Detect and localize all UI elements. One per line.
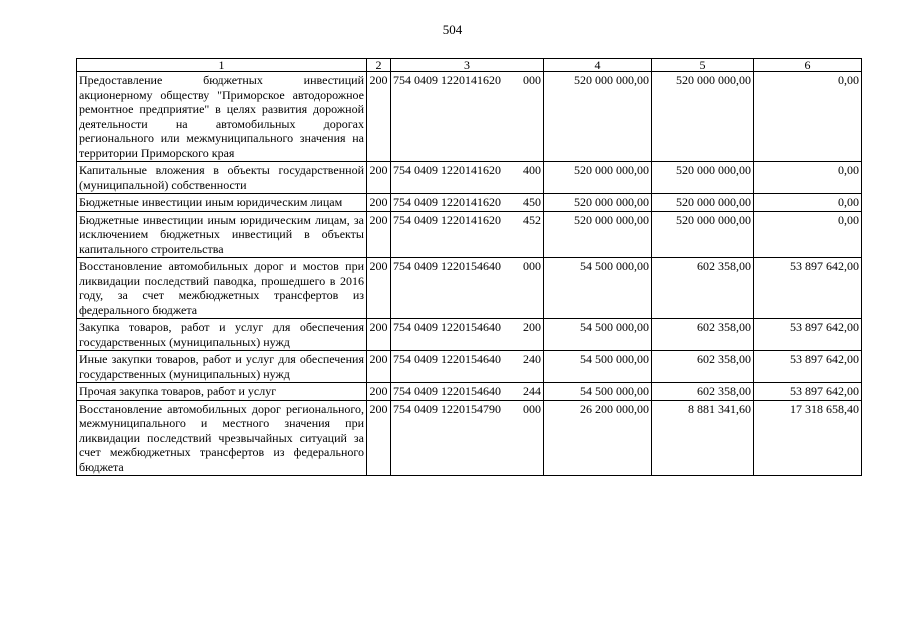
row-col5: 520 000 000,00 <box>652 162 754 194</box>
row-expense-type: 244 <box>523 384 541 398</box>
row-col4: 520 000 000,00 <box>544 162 652 194</box>
row-col4: 54 500 000,00 <box>544 319 652 351</box>
row-name: Капитальные вложения в объекты государственной (муниципальной) собственности <box>77 162 367 194</box>
row-col6: 53 897 642,00 <box>754 351 862 383</box>
row-code: 754 0409 1220154640 <box>393 384 501 398</box>
row-code-cell <box>391 162 544 194</box>
table-header-row <box>77 59 862 72</box>
table-row <box>77 211 862 258</box>
table-row <box>77 258 862 319</box>
row-expense-type: 450 <box>523 195 541 209</box>
row-col6: 0,00 <box>754 194 862 212</box>
row-col5: 602 358,00 <box>652 383 754 401</box>
row-expense-type: 400 <box>523 163 541 177</box>
row-col4: 520 000 000,00 <box>544 211 652 258</box>
row-code: 754 0409 1220141620 <box>393 163 501 177</box>
row-code-cell <box>391 383 544 401</box>
row-col2: 200 <box>367 211 391 258</box>
table-row <box>77 400 862 476</box>
row-code-cell <box>391 211 544 258</box>
table-row <box>77 351 862 383</box>
row-col6: 53 897 642,00 <box>754 319 862 351</box>
row-expense-type: 200 <box>523 320 541 334</box>
row-expense-type: 452 <box>523 212 541 227</box>
row-col2: 200 <box>367 258 391 319</box>
row-name: Бюджетные инвестиции иным юридическим лицам <box>77 194 367 212</box>
row-col5: 602 358,00 <box>652 351 754 383</box>
row-code: 754 0409 1220141620 <box>393 73 501 87</box>
row-col2: 200 <box>367 72 391 162</box>
row-col5: 602 358,00 <box>652 319 754 351</box>
row-name: Предоставление бюджетных инвестиций акционерному обществу "Приморское автодорожное ремонтное предприятие" в целях развития дорожной деятельности на автомобильных дорогах регионального или межмуниципального значения на территории Приморского края <box>77 72 367 162</box>
row-name: Восстановление автомобильных дорог и мостов при ликвидации последствий паводка, прошедшего в 2016 году, за счет межбюджетных трансфертов из федерального бюджета <box>77 258 367 319</box>
row-col5: 520 000 000,00 <box>652 211 754 258</box>
row-code: 754 0409 1220154640 <box>393 352 501 366</box>
column-header: 4 <box>544 59 652 72</box>
row-expense-type: 000 <box>523 259 541 273</box>
row-col6: 0,00 <box>754 211 862 258</box>
row-col4: 54 500 000,00 <box>544 383 652 401</box>
row-code: 754 0409 1220141620 <box>393 212 501 227</box>
row-code: 754 0409 1220154640 <box>393 259 501 273</box>
page-number: 504 <box>442 22 463 37</box>
row-code-cell <box>391 258 544 319</box>
row-col6: 0,00 <box>754 72 862 162</box>
row-col4: 54 500 000,00 <box>544 258 652 319</box>
row-col2: 200 <box>367 383 391 401</box>
column-header: 3 <box>391 59 544 72</box>
column-header: 6 <box>754 59 862 72</box>
row-col4: 520 000 000,00 <box>544 72 652 162</box>
row-expense-type: 000 <box>523 73 541 87</box>
row-expense-type: 000 <box>523 401 541 416</box>
row-code-cell <box>391 400 544 476</box>
row-code-cell <box>391 194 544 212</box>
row-name: Бюджетные инвестиции иным юридическим лицам, за исключением бюджетных инвестиций в объекты капитального строительства <box>77 211 367 258</box>
row-col2: 200 <box>367 162 391 194</box>
table-row <box>77 383 862 401</box>
row-col4: 54 500 000,00 <box>544 351 652 383</box>
row-col6: 53 897 642,00 <box>754 383 862 401</box>
row-name: Иные закупки товаров, работ и услуг для обеспечения государственных (муниципальных) нужд <box>77 351 367 383</box>
row-col5: 8 881 341,60 <box>652 400 754 476</box>
table-row <box>77 162 862 194</box>
row-code-cell <box>391 72 544 162</box>
row-name: Прочая закупка товаров, работ и услуг <box>77 383 367 401</box>
row-code: 754 0409 1220154790 <box>393 401 501 416</box>
row-code: 754 0409 1220154640 <box>393 320 501 334</box>
row-col2: 200 <box>367 319 391 351</box>
row-col5: 602 358,00 <box>652 258 754 319</box>
row-name: Восстановление автомобильных дорог регионального, межмуниципального и местного значения при ликвидации последствий чрезвычайных ситуаций за счет межбюджетных трансфертов из федерального бюджета <box>77 400 367 476</box>
table-row <box>77 319 862 351</box>
row-col6: 53 897 642,00 <box>754 258 862 319</box>
row-expense-type: 240 <box>523 352 541 366</box>
row-col4: 520 000 000,00 <box>544 194 652 212</box>
row-code-cell <box>391 351 544 383</box>
row-code-cell <box>391 319 544 351</box>
row-code: 754 0409 1220141620 <box>393 195 501 209</box>
row-col6: 0,00 <box>754 162 862 194</box>
row-col5: 520 000 000,00 <box>652 72 754 162</box>
budget-table <box>76 58 862 476</box>
row-col2: 200 <box>367 351 391 383</box>
row-col2: 200 <box>367 194 391 212</box>
table-row <box>77 194 862 212</box>
row-name: Закупка товаров, работ и услуг для обеспечения государственных (муниципальных) нужд <box>77 319 367 351</box>
table-row <box>77 72 862 162</box>
row-col2: 200 <box>367 400 391 476</box>
row-col4: 26 200 000,00 <box>544 400 652 476</box>
column-header: 1 <box>77 59 367 72</box>
column-header: 2 <box>367 59 391 72</box>
row-col5: 520 000 000,00 <box>652 194 754 212</box>
row-col6: 17 318 658,40 <box>754 400 862 476</box>
column-header: 5 <box>652 59 754 72</box>
